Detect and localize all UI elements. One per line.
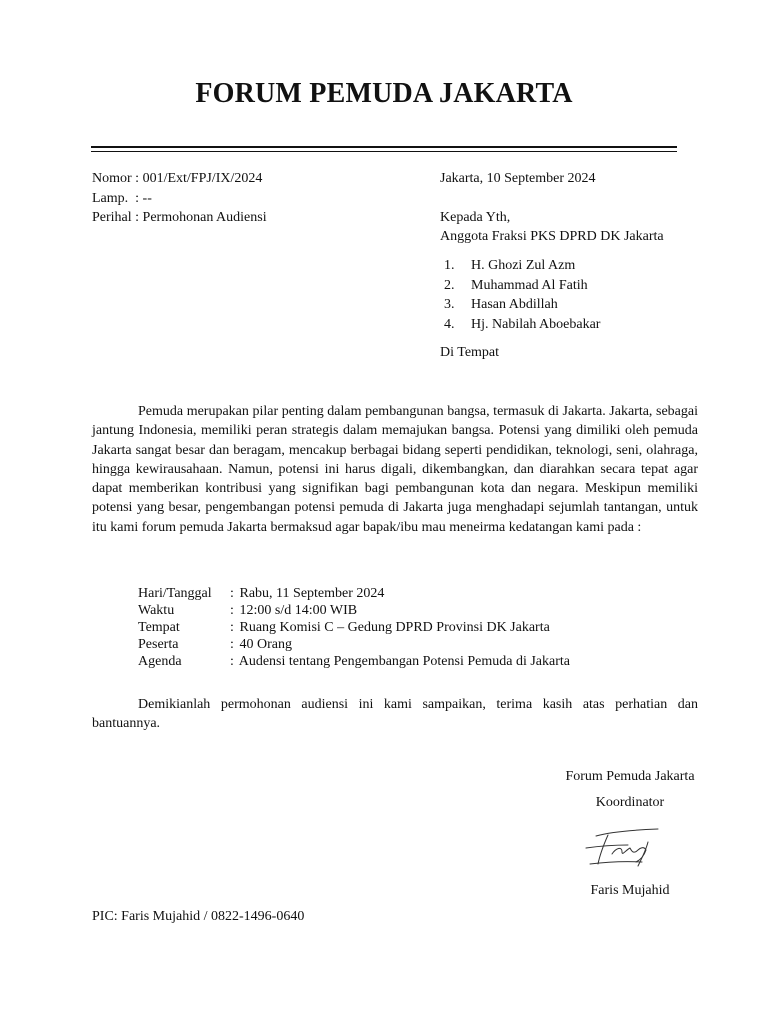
signature-org: Forum Pemuda Jakarta — [565, 769, 695, 784]
list-item — [440, 295, 600, 315]
detail-row: Hari/Tanggal : Rabu, 11 September 2024 — [138, 586, 385, 601]
place-date: Jakarta, 10 September 2024 — [440, 171, 596, 186]
pic-contact: PIC: Faris Mujahid / 0822-1496-0640 — [92, 909, 305, 924]
detail-row: Agenda : Audensi tentang Pengembangan Potensi Pemuda di Jakarta — [138, 654, 570, 669]
lamp-line: Lamp. : -- — [92, 191, 152, 206]
list-number: 2. — [444, 277, 455, 293]
recipient-group: Anggota Fraksi PKS DPRD DK Jakarta — [440, 229, 664, 244]
list-number: 1. — [444, 258, 455, 273]
letterhead-rule-thin — [91, 151, 677, 152]
detail-row: Peserta : 40 Orang — [138, 637, 292, 652]
handwritten-signature — [582, 826, 662, 870]
nomor-line: Nomor : 001/Ext/FPJ/IX/2024 — [92, 171, 263, 186]
list-item — [440, 315, 600, 335]
recipient-greeting: Kepada Yth, — [440, 210, 511, 225]
detail-value: Rabu, 11 September 2024 — [239, 586, 385, 601]
detail-value: 12:00 s/d 14:00 WIB — [239, 603, 358, 618]
detail-label: Hari/Tanggal — [138, 586, 212, 601]
nomor-label: Nomor — [92, 171, 132, 186]
recipient-name: H. Ghozi Zul Azm — [471, 258, 576, 273]
closing-paragraph: Demikianlah permohonan audiensi ini kami sampaikan, terima kasih atas perhatian dan bantuannya. — [92, 697, 698, 731]
nomor-value: 001/Ext/FPJ/IX/2024 — [142, 171, 263, 186]
signatory-name: Faris Mujahid — [590, 883, 670, 898]
perihal-label: Perihal — [92, 210, 132, 225]
recipient-list — [440, 256, 600, 334]
list-number: 3. — [444, 297, 455, 312]
detail-label: Peserta — [138, 637, 179, 652]
recipient-location: Di Tempat — [440, 345, 500, 360]
letterhead-rule-thick — [91, 146, 677, 148]
body-paragraph: Pemuda merupakan pilar penting dalam pembangunan bangsa, termasuk di Jakarta. Jakarta, sebagai jantung Indonesia, memiliki peran strategis dalam memajukan bangsa. Potensi yang dimiliki oleh pemuda Jakarta sangat besar dan beragam, mencakup berbagai bidang seperti pendidikan, teknologi, seni, olahraga, hingga kewirausahaan. Namun, potensi ini harus digali, dikembangkan, dan diarahkan secara tepat agar dapat memberikan kontribusi yang signifikan bagi pembangunan kota dan negara. Meskipun memiliki potensi yang besar, pengembangan potensi pemuda di Jakarta juga menghadapi sejumlah tantangan, untuk itu kami forum pemuda Jakarta bermaksud agar bapak/ibu mau meneirma kedatangan kami pada : — [92, 404, 698, 535]
detail-label: Waktu — [138, 603, 175, 618]
list-item — [440, 256, 600, 276]
detail-label: Agenda — [138, 654, 182, 669]
letterhead-title: FORUM PEMUDA JAKARTA — [195, 78, 573, 109]
recipient-name: Hj. Nabilah Aboebakar — [471, 316, 601, 332]
lamp-value: -- — [142, 191, 152, 206]
recipient-name: Hasan Abdillah — [471, 297, 558, 312]
perihal-value: Permohonan Audiensi — [142, 210, 267, 225]
detail-value: Ruang Komisi C – Gedung DPRD Provinsi DK Jakarta — [239, 620, 550, 635]
signature-role: Koordinator — [595, 795, 665, 810]
list-number: 4. — [444, 316, 455, 332]
recipient-name: Muhammad Al Fatih — [471, 277, 588, 293]
list-item — [440, 276, 600, 296]
meeting-details — [138, 585, 570, 670]
detail-row: Waktu : 12:00 s/d 14:00 WIB — [138, 603, 358, 618]
lamp-label: Lamp. — [92, 191, 129, 206]
detail-value: 40 Orang — [239, 637, 292, 652]
detail-value: Audensi tentang Pengembangan Potensi Pemuda di Jakarta — [238, 654, 570, 669]
detail-label: Tempat — [138, 620, 180, 635]
detail-row: Tempat : Ruang Komisi C – Gedung DPRD Provinsi DK Jakarta — [138, 620, 550, 635]
perihal-line: Perihal : Permohonan Audiensi — [92, 210, 267, 225]
